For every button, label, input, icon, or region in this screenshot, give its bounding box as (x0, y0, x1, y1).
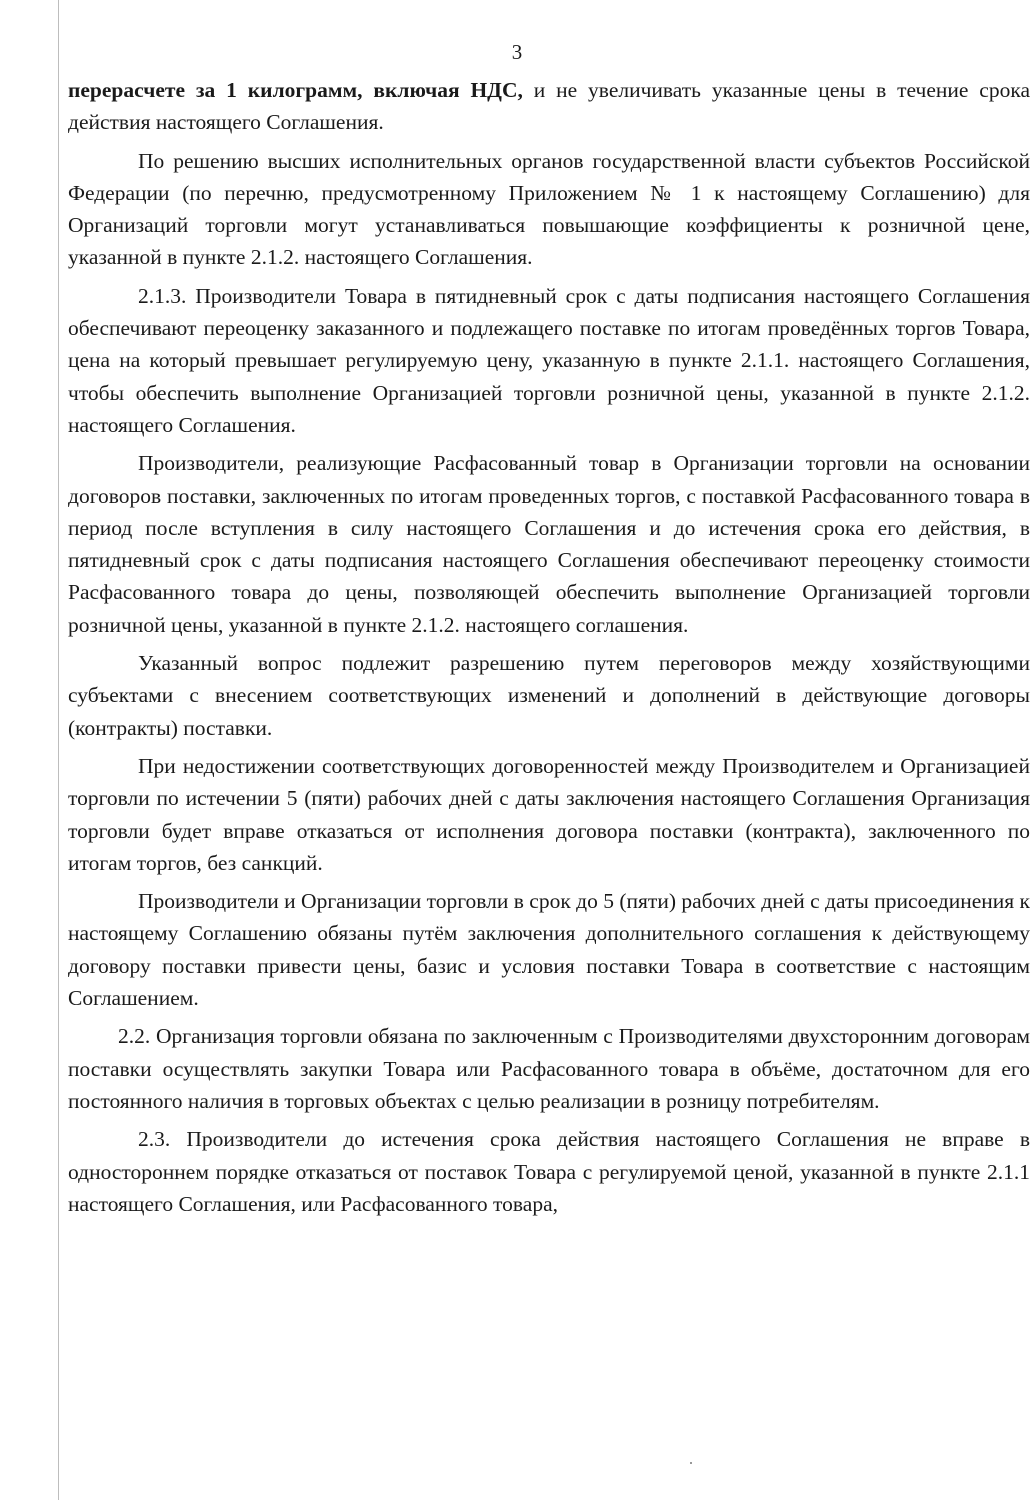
paragraph-1-bold: перерасчете за 1 килограмм, включая НДС, (68, 78, 523, 102)
paragraph-1-text: и не увеличивать указанные цены в течение срока действия настоящего Соглашения. (68, 78, 1030, 135)
paragraph-5: Указанный вопрос подлежит разрешению путем переговоров между хозяйствующими субъектами с внесением соответствующих изменений и дополнений в действующие договоры (контракты) поставки. (68, 651, 1030, 740)
paragraph-7: Производители и Организации торговли в срок до 5 (пяти) рабочих дней с даты присоединения к настоящему Соглашению обязаны путём заключения дополнительного соглашения к действующему договору поставки привести цены, базис и условия поставки Товара в соответствие с настоящим Соглашением. (68, 889, 1030, 1011)
scan-margin-line (58, 0, 59, 1500)
paragraph-8: 2.2. Организация торговли обязана по заключенным с Производителями двухсторонним договорам поставки осуществлять закупки Товара или Расфасованного товара в объёме, достаточном для его постоянного наличия в торговых объектах с целью реализации в розницу потребителям. (68, 1024, 1030, 1113)
page-number: 3 (511, 40, 523, 64)
paragraph-1 (68, 74, 1030, 139)
paragraph-3: 2.1.3. Производители Товара в пятидневный срок с даты подписания настоящего Соглашения обеспечивают переоценку заказанного и подлежащего поставке по итогам проведённых торгов Товара, цена на который превышает регулируемую цену, указанную в пункте 2.1.1. настоящего Соглашения, чтобы обеспечить выполнение Организацией торговли розничной цены, указанной в пункте 2.1.2. настоящего Соглашения. (68, 283, 1030, 437)
scan-speck (690, 1462, 692, 1464)
paragraph-9: 2.3. Производители до истечения срока действия настоящего Соглашения не вправе в одностороннем порядке отказаться от поставок Товара с регулируемой ценой, указанной в пункте 2.1.1 настоящего Соглашения, или Расфасованного товара, (68, 1127, 1030, 1216)
paragraph-2: По решению высших исполнительных органов государственной власти субъектов Российской Федерации (по перечню, предусмотренному Приложением № 1 к настоящему Соглашению) для Организаций торговли могут устанавливаться повышающие коэффициенты к розничной цене, указанной в пункте 2.1.2. настоящего Соглашения. (68, 148, 1030, 270)
paragraph-6: При недостижении соответствующих договоренностей между Производителем и Организацией торговли по истечении 5 (пяти) рабочих дней с даты заключения настоящего Соглашения Организация торговли будет вправе отказаться от исполнения договора поставки (контракта), заключенного по итогам торгов, без санкций. (68, 753, 1030, 875)
document-body (68, 74, 1030, 1226)
paragraph-4: Производители, реализующие Расфасованный товар в Организации торговли на основании договоров поставки, заключенных по итогам проведенных торгов, с поставкой Расфасованного товара в период после вступления в силу настоящего Соглашения и до истечения срока его действия, в пятидневный срок с даты подписания настоящего Соглашения обеспечивают переоценку стоимости Расфасованного товара до цены, позволяющей обеспечить выполнение Организацией торговли розничной цены, указанной в пункте 2.1.2. настоящего соглашения. (68, 451, 1030, 637)
